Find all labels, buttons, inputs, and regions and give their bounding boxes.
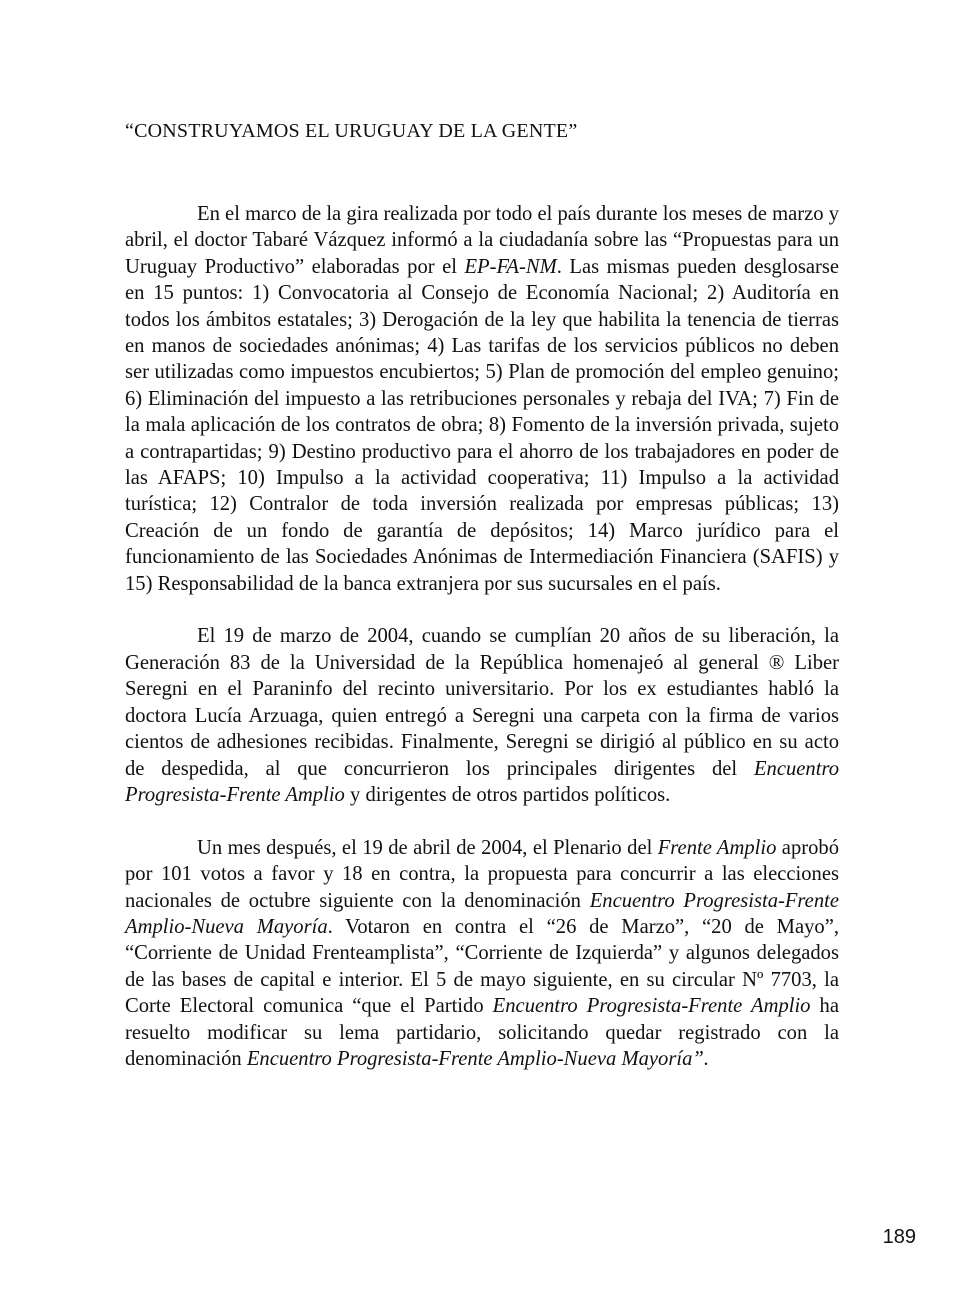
text-run: En el marco de la gira realizada por todo el país durante los meses de marzo y abril, el doctor Tabaré Vázquez informó a la ciudadanía sobre las “Propuestas para un Uruguay Productivo” elaboradas por el [125,203,839,278]
text-run: . Votaron en contra el “26 de Marzo”, “20 de Mayo”, “Corriente de Unidad Frenteamplista”, “Corriente de Izquierda” y algunos delegados de las bases de capital e interior. El 5 de mayo siguiente, en su circular Nº 7703, la Corte Electoral comunica “que el Partido [125,915,840,1018]
italic-text-run: EP-FA-NM [464,255,557,278]
page-number: 189 [882,1226,916,1248]
text-run: ha resuelto modificar su lema partidario, solicitando quedar registrado con la denominación [125,995,839,1070]
paragraph-1 [125,201,839,597]
text-run: El 19 de marzo de 2004, cuando se cumplían 20 años de su liberación, la Generación 83 de la Universidad de la República homenajeó al general ® Liber Seregni en el Paraninfo del recinto universitario. Por los ex estudiantes habló la doctora Lucía Arzuaga, quien entregó a Seregni una carpeta con la firma de varios cientos de adhesiones recibidas. Finalmente, Seregni se dirigió al público en su acto de despedida, al que concurrieron los principales dirigentes del [125,625,839,780]
section-title: “CONSTRUYAMOS EL URUGUAY DE LA GENTE” [125,120,578,142]
italic-text-run: Encuentro Progresista-Frente Amplio [125,757,839,806]
italic-text-run: Encuentro Progresista-Frente Amplio-Nueva Mayoría [125,889,839,938]
italic-text-run: Encuentro Progresista-Frente Amplio-Nueva Mayoría”. [246,1047,709,1070]
italic-text-run: Encuentro Progresista-Frente Amplio [492,995,811,1018]
paragraph-3 [125,835,839,1073]
text-run: aprobó por 101 votos a favor y 18 en contra, la propuesta para concurrir a las elecciones nacionales de octubre siguiente con la denominación [125,836,839,912]
italic-text-run: Frente Amplio [657,836,777,859]
paragraph-2 [125,623,839,808]
text-run: . Las mismas pueden desglosarse en 15 puntos: 1) Convocatoria al Consejo de Economía Nacional; 2) Auditoría en todos los ámbitos estatales; 3) Derogación de la ley que habilita la tenencia de tierras en manos de sociedades anónimas; 4) Las tarifas de los servicios públicos no deben ser utilizadas como impuestos encubiertos; 5) Plan de promoción del empleo genuino; 6) Eliminación del impuesto a las retribuciones personales y rebaja del IVA; 7) Fin de la mala aplicación de los contratos de obra; 8) Fomento de la inversión privada, sujeto a contrapartidas; 9) Destino productivo para el ahorro de los trabajadores en poder de las AFAPS; 10) Impulso a la actividad cooperativa; 11) Impulso a la actividad turística; 12) Contralor de toda inversión realizada por empresas públicas; 13) Creación de un fondo de garantía de depósitos; 14) Marco jurídico para el funcionamiento de las Sociedades Anónimas de Intermediación Financiera (SAFIS) y 15) Responsabilidad de la banca extranjera por sus sucursales en el país. [125,255,839,595]
text-run: y dirigentes de otros partidos políticos. [344,783,671,806]
body-text [125,201,839,1072]
text-run: Un mes después, el 19 de abril de 2004, el Plenario del [197,836,658,859]
